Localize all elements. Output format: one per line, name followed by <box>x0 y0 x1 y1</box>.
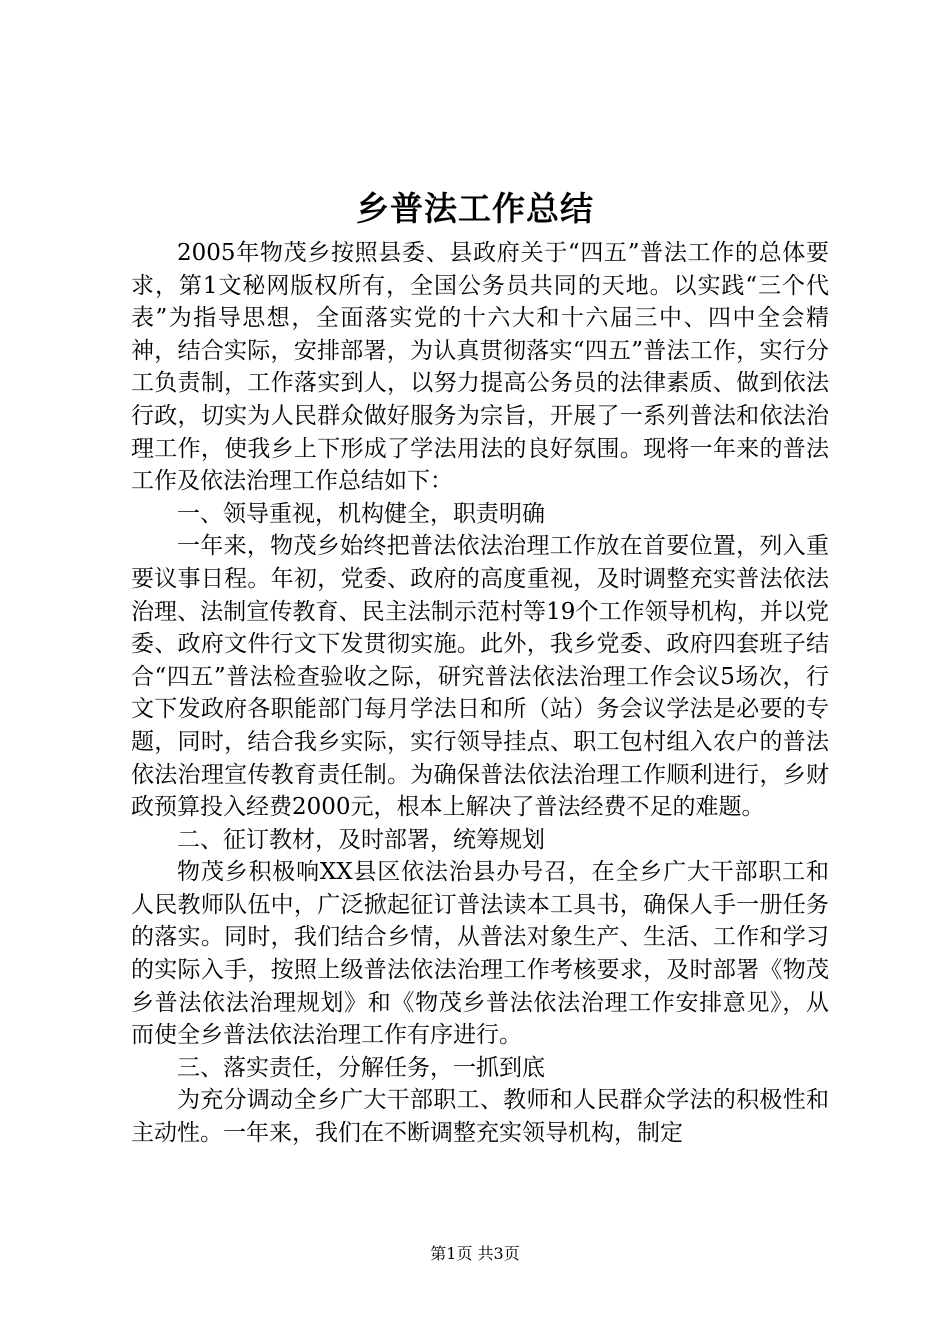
document-title: 乡普法工作总结 <box>356 189 594 228</box>
section-heading-1: 一、领导重视，机构健全，职责明确 <box>177 500 545 527</box>
intro-paragraph: 2005年物茂乡按照县委、县政府关于“四五”普法工作的总体要求，第1文秘网版权所有，全国公务员共同的天地。以实践“三个代表”为指导思想，全面落实党的十六大和十六届三中、四中全会精神，结合实际，安排部署，为认真贯彻落实“四五”普法工作，实行分工负责制，工作落实到人，以努力提高公务员的法律素质、做到依法行政，切实为人民群众做好服务为宗旨，开展了一系列普法和依法治理工作，使我乡上下形成了学法用法的良好氛围。现将一年来的普法工作及依法治理工作总结如下： <box>131 240 829 495</box>
section-3-paragraph: 为充分调动全乡广大干部职工、教师和人民群众学法的积极性和主动性。一年来，我们在不断调整充实领导机构，制定 <box>131 1087 829 1147</box>
section-heading-2: 二、征订教材，及时部署，统筹规划 <box>177 826 545 853</box>
section-1-paragraph: 一年来，物茂乡始终把普法依法治理工作放在首要位置，列入重要议事日程。年初，党委、政府的高度重视，及时调整充实普法依法治理、法制宣传教育、民主法制示范村等19个工作领导机构，并以党委、政府文件行文下发贯彻实施。此外，我乡党委、政府四套班子结合“四五”普法检查验收之际，研究普法依法治理工作会议5场次，行文下发政府各职能部门每月学法日和所（站）务会议学法是必要的专题，同时，结合我乡实际，实行领导挂点、职工包村组入农户的普法依法治理宣传教育责任制。为确保普法依法治理工作顺利进行，乡财政预算投入经费2000元，根本上解决了普法经费不足的难题。 <box>131 533 829 821</box>
page-footer: 第1页 共3页 <box>430 1244 520 1263</box>
section-heading-3: 三、落实责任，分解任务，一抓到底 <box>177 1054 545 1081</box>
document-body <box>131 237 829 1150</box>
section-2-paragraph: 物茂乡积极响XX县区依法治县办号召，在全乡广大干部职工和人民教师队伍中，广泛掀起征订普法读本工具书，确保人手一册任务的落实。同时，我们结合乡情，从普法对象生产、生活、工作和学习的实际入手，按照上级普法依法治理工作考核要求，及时部署《物茂乡普法依法治理规划》和《物茂乡普法依法治理工作安排意见》，从而使全乡普法依法治理工作有序进行。 <box>131 859 829 1049</box>
